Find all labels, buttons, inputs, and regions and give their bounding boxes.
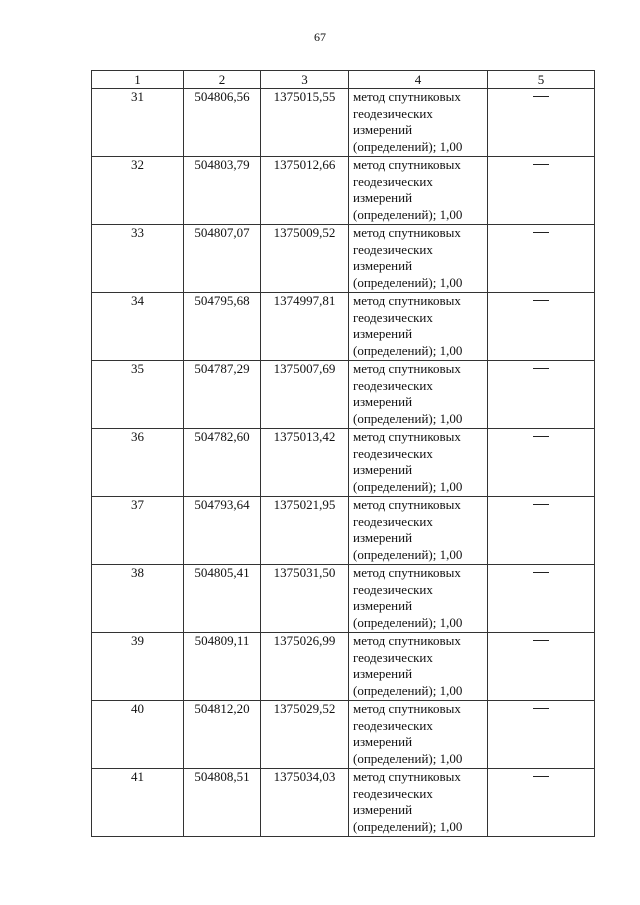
- coordinate-x: 504795,68: [184, 293, 261, 361]
- coordinate-y: 1375026,99: [261, 633, 349, 701]
- table-row: [92, 497, 595, 565]
- header-col-3: 3: [261, 71, 349, 89]
- measurement-method: метод спутниковых геодезических измерений (определений); 1,00: [349, 429, 488, 497]
- measurement-method: метод спутниковых геодезических измерений (определений); 1,00: [349, 633, 488, 701]
- note-cell: [488, 225, 595, 293]
- measurement-method: метод спутниковых геодезических измерений (определений); 1,00: [349, 361, 488, 429]
- point-number: 35: [92, 361, 184, 429]
- point-number: 40: [92, 701, 184, 769]
- measurement-method: метод спутниковых геодезических измерений (определений); 1,00: [349, 497, 488, 565]
- point-number: 37: [92, 497, 184, 565]
- measurement-method: метод спутниковых геодезических измерений (определений); 1,00: [349, 89, 488, 157]
- dash-mark: [533, 776, 549, 777]
- header-col-1: 1: [92, 71, 184, 89]
- coordinate-x: 504787,29: [184, 361, 261, 429]
- dash-mark: [533, 96, 549, 97]
- coordinate-x: 504808,51: [184, 769, 261, 837]
- dash-mark: [533, 300, 549, 301]
- measurement-method: метод спутниковых геодезических измерений (определений); 1,00: [349, 701, 488, 769]
- note-cell: [488, 565, 595, 633]
- point-number: 34: [92, 293, 184, 361]
- coordinate-y: 1375034,03: [261, 769, 349, 837]
- point-number: 36: [92, 429, 184, 497]
- table-row: [92, 293, 595, 361]
- point-number: 31: [92, 89, 184, 157]
- dash-mark: [533, 708, 549, 709]
- dash-mark: [533, 640, 549, 641]
- point-number: 41: [92, 769, 184, 837]
- measurement-method: метод спутниковых геодезических измерений (определений); 1,00: [349, 225, 488, 293]
- point-number: 39: [92, 633, 184, 701]
- note-cell: [488, 497, 595, 565]
- note-cell: [488, 293, 595, 361]
- coordinate-y: 1375009,52: [261, 225, 349, 293]
- coordinate-y: 1375012,66: [261, 157, 349, 225]
- dash-mark: [533, 504, 549, 505]
- table-row: [92, 225, 595, 293]
- measurement-method: метод спутниковых геодезических измерений (определений); 1,00: [349, 769, 488, 837]
- table-row: [92, 701, 595, 769]
- coordinate-x: 504793,64: [184, 497, 261, 565]
- dash-mark: [533, 368, 549, 369]
- measurement-method: метод спутниковых геодезических измерений (определений); 1,00: [349, 293, 488, 361]
- dash-mark: [533, 164, 549, 165]
- point-number: 33: [92, 225, 184, 293]
- table-row: [92, 769, 595, 837]
- coordinate-y: 1375031,50: [261, 565, 349, 633]
- table-row: [92, 361, 595, 429]
- table-row: [92, 565, 595, 633]
- coordinate-x: 504806,56: [184, 89, 261, 157]
- coordinate-x: 504782,60: [184, 429, 261, 497]
- note-cell: [488, 633, 595, 701]
- table-row: [92, 633, 595, 701]
- dash-mark: [533, 572, 549, 573]
- coordinate-x: 504812,20: [184, 701, 261, 769]
- note-cell: [488, 89, 595, 157]
- point-number: 32: [92, 157, 184, 225]
- note-cell: [488, 769, 595, 837]
- coordinate-x: 504805,41: [184, 565, 261, 633]
- point-number: 38: [92, 565, 184, 633]
- coordinate-y: 1375021,95: [261, 497, 349, 565]
- dash-mark: [533, 436, 549, 437]
- coordinate-x: 504807,07: [184, 225, 261, 293]
- note-cell: [488, 429, 595, 497]
- coordinate-y: 1375013,42: [261, 429, 349, 497]
- header-col-5: 5: [488, 71, 595, 89]
- header-col-4: 4: [349, 71, 488, 89]
- coordinate-y: 1374997,81: [261, 293, 349, 361]
- measurement-method: метод спутниковых геодезических измерений (определений); 1,00: [349, 565, 488, 633]
- note-cell: [488, 361, 595, 429]
- coordinate-y: 1375015,55: [261, 89, 349, 157]
- coordinate-x: 504809,11: [184, 633, 261, 701]
- coordinate-x: 504803,79: [184, 157, 261, 225]
- table-row: [92, 429, 595, 497]
- table-header-row: [92, 71, 595, 89]
- header-col-2: 2: [184, 71, 261, 89]
- coordinates-table: [91, 70, 595, 837]
- note-cell: [488, 157, 595, 225]
- page-number: 67: [314, 30, 326, 44]
- measurement-method: метод спутниковых геодезических измерений (определений); 1,00: [349, 157, 488, 225]
- dash-mark: [533, 232, 549, 233]
- table-body: [92, 89, 595, 837]
- coordinate-y: 1375007,69: [261, 361, 349, 429]
- table-row: [92, 157, 595, 225]
- coordinate-y: 1375029,52: [261, 701, 349, 769]
- note-cell: [488, 701, 595, 769]
- table-row: [92, 89, 595, 157]
